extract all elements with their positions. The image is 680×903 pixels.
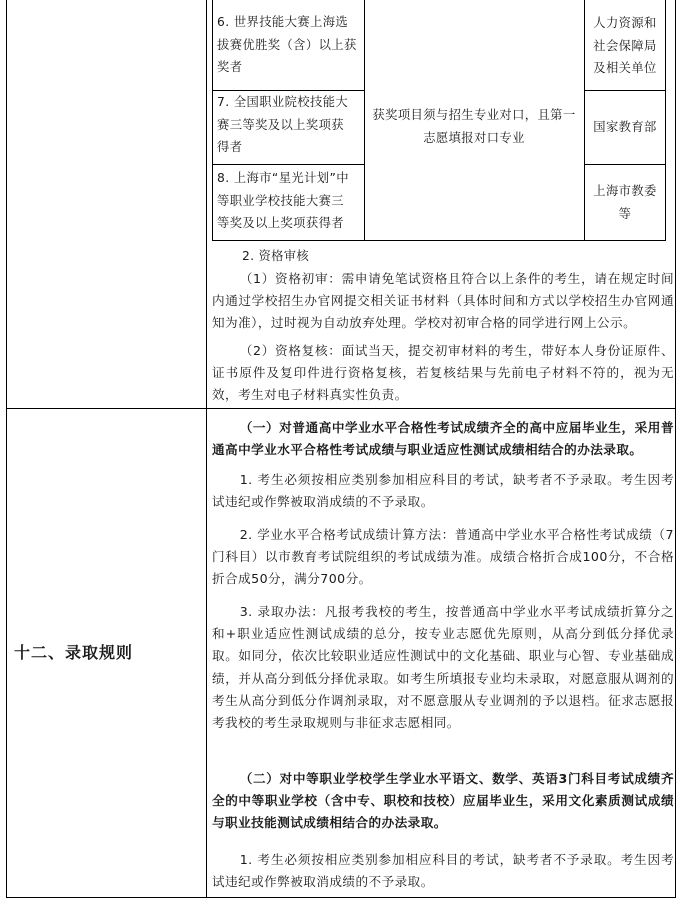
award-item-line: 7. 全国职业院校技能大 xyxy=(217,95,349,109)
dept-line: 及相关单位 xyxy=(593,61,657,75)
award-item-6 xyxy=(217,11,362,79)
awards-dept-divider xyxy=(584,0,585,241)
awards-row-line xyxy=(212,164,364,165)
awards-row-line xyxy=(584,164,665,165)
award-dept-8 xyxy=(587,180,663,225)
dept-line: 等 xyxy=(618,206,632,221)
part1-rule-3: 3. 录取办法：凡报考我校的考生，按普通高中学业水平考试成绩折算分之和+职业适应性测试成绩的总分，按专业志愿优先原则，从高分到低分择优录取。如同分，依次比较职业适应性测试中的文化基础、职业与心智、专业基础成绩，并从高分到低分择优录取。如考生所填报专业均未录取，对愿意服从调剂的考生从高分到低分作调剂录取，对不愿意服从专业调剂的予以退档。征求志愿报考我校的考生录取规则与非征求志愿相同。 xyxy=(212,604,674,731)
table-border-right xyxy=(675,0,676,898)
qualification-initial-review: （1）资格初审：需申请免笔试资格且符合以上条件的考生，请在规定时间内通过学校招生办官网提交相关证书材料（具体时间和方式以学校招生办官网通知为准），过时视为自动放弃处理。学校对初审合格的同学进行网上公示。 xyxy=(212,271,674,331)
award-requirement xyxy=(366,104,582,149)
award-dept-7 xyxy=(587,116,663,139)
awards-row-line xyxy=(584,90,665,91)
award-dept-6 xyxy=(587,12,663,80)
table-border-bottom xyxy=(6,897,676,898)
part1-heading: （一）对普通高中学业水平合格性考试成绩齐全的高中应届毕业生，采用普通高中学业水平合格性考试成绩与职业适应性测试成绩相结合的办法录取。 xyxy=(212,420,674,458)
awards-table-bottom xyxy=(212,240,665,241)
awards-table-right xyxy=(665,0,666,241)
qualification-heading: 2. 资格审核 xyxy=(242,249,309,263)
award-item-line: 6. 世界技能大赛上海选 xyxy=(217,15,349,29)
award-item-line: 拔赛优胜奖（含）以上获 xyxy=(217,37,357,52)
award-item-line: 赛三等奖及以上奖项获 xyxy=(217,117,344,132)
section-divider xyxy=(6,408,676,409)
table-border-left xyxy=(6,0,7,898)
section-title: 十二、录取规则 xyxy=(14,643,134,662)
part1-rule-1: 1. 考生必须按相应类别参加相应科目的考试，缺考者不予录取。考生因考试违纪或作弊被取消成绩的不予录取。 xyxy=(212,472,674,510)
dept-line: 国家教育部 xyxy=(593,120,657,134)
label-column-divider xyxy=(206,0,207,898)
dept-line: 人力资源和 xyxy=(593,16,657,30)
dept-line: 上海市教委 xyxy=(593,184,657,198)
qualification-recheck: （2）资格复核：面试当天，提交初审材料的考生，带好本人身份证原件、证书原件及复印件进行资格复核，若复核结果与先前电子材料不符的，视为无效，考生对电子材料真实性负责。 xyxy=(212,343,674,403)
award-item-8 xyxy=(217,167,362,235)
award-item-line: 等职业学校技能大赛三 xyxy=(217,193,344,208)
requirement-line: 获奖项目须与招生专业对口，且第一 xyxy=(372,108,576,122)
awards-item-divider xyxy=(364,0,365,241)
award-item-line: 8. 上海市“星光计划”中 xyxy=(217,171,349,185)
part2-rule-1: 1. 考生必须按相应类别参加相应科目的考试，缺考者不予录取。考生因考试违纪或作弊被取消成绩的不予录取。 xyxy=(212,852,674,890)
requirement-line: 志愿填报对口专业 xyxy=(423,130,525,145)
award-item-line: 等奖及以上奖项获得者 xyxy=(217,216,344,230)
awards-table-left xyxy=(212,0,213,241)
award-item-line: 奖者 xyxy=(217,60,243,74)
award-item-line: 得者 xyxy=(217,140,243,154)
award-item-7 xyxy=(217,91,362,159)
part2-heading: （二）对中等职业学校学生学业水平语文、数学、英语3门科目考试成绩齐全的中等职业学校（含中专、职校和技校）应届毕业生，采用文化素质测试成绩与职业技能测试成绩相结合的办法录取。 xyxy=(212,771,674,831)
dept-line: 社会保障局 xyxy=(593,38,657,53)
part1-rule-2: 2. 学业水平合格考试成绩计算方法：普通高中学业水平合格性考试成绩（7门科目）以市教育考试院组织的考试成绩为准。成绩合格折合成100分，不合格折合成50分，满分700分。 xyxy=(212,527,674,587)
